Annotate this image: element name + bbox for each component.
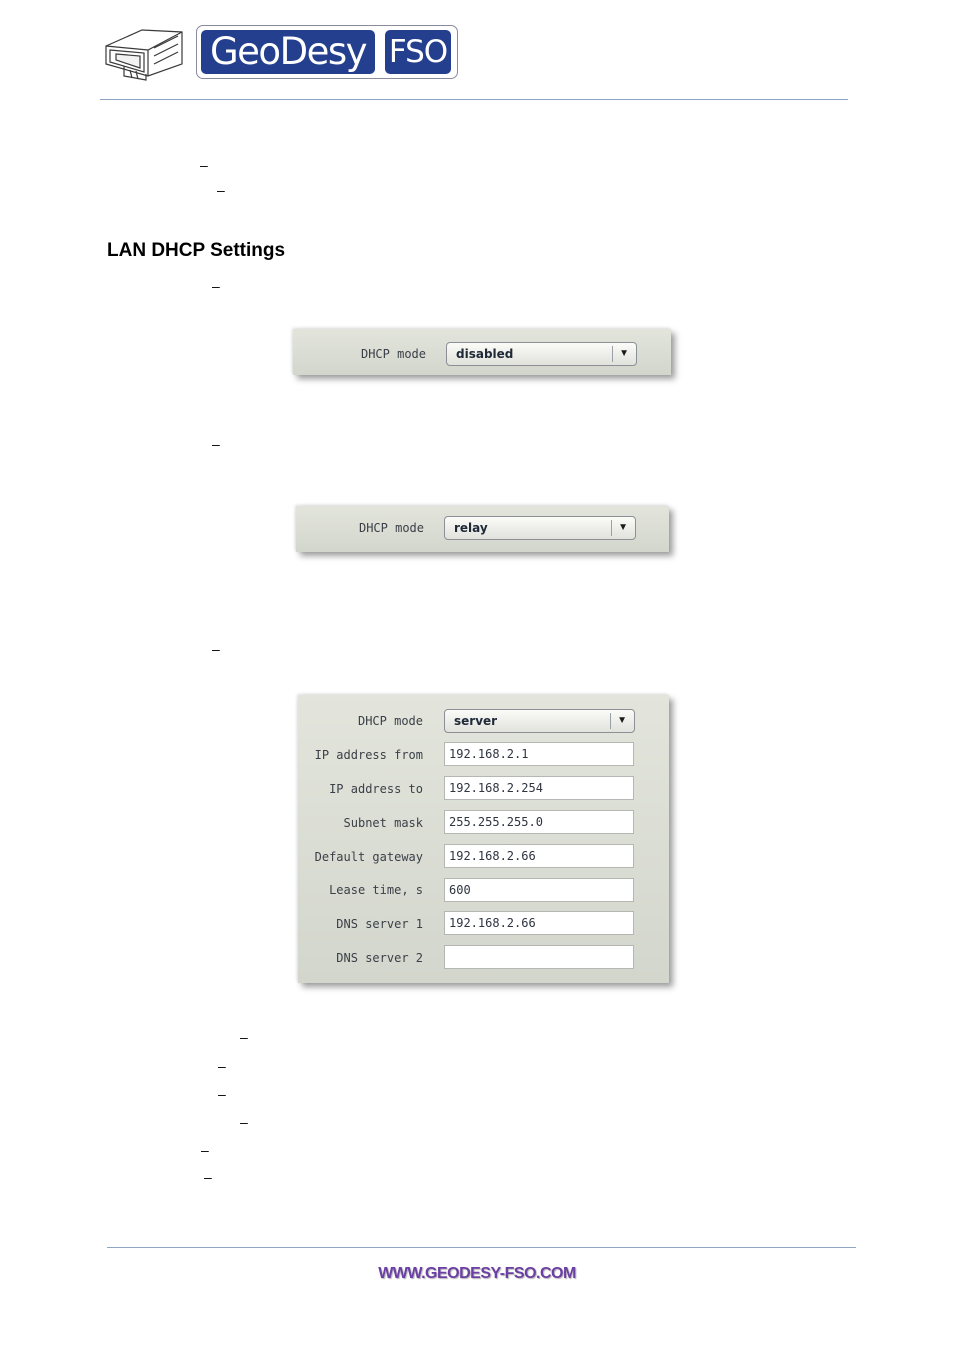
select-separator — [610, 713, 611, 729]
dropdown-arrow-icon: ▼ — [618, 522, 628, 533]
header-divider — [100, 99, 848, 100]
select-separator — [611, 520, 612, 536]
list-dash: – — [240, 1114, 248, 1130]
dhcp-mode-value: server — [454, 714, 498, 728]
camera-logo-icon — [102, 24, 186, 82]
footer-divider — [107, 1247, 856, 1248]
dhcp-mode-label: DHCP mode — [358, 521, 424, 535]
ip-to-input[interactable]: 192.168.2.254 — [444, 776, 634, 800]
select-separator — [612, 346, 613, 362]
logo-wordmark-fso: FSO — [385, 30, 451, 74]
logo-wordmark-geodesy: GeoDesy — [201, 30, 375, 74]
list-dash: – — [212, 641, 220, 657]
lease-time-label: Lease time, s — [329, 883, 423, 897]
footer-url-link[interactable]: WWW.GEODESY-FSO.COM — [378, 1265, 576, 1282]
dropdown-arrow-icon: ▼ — [617, 715, 627, 726]
dhcp-mode-select[interactable] — [446, 342, 637, 366]
list-dash: – — [218, 1086, 226, 1102]
default-gateway-label: Default gateway — [314, 850, 423, 864]
dhcp-mode-select[interactable] — [444, 709, 635, 733]
dhcp-relay-panel — [296, 506, 669, 552]
dns-server-1-input[interactable]: 192.168.2.66 — [444, 911, 634, 935]
list-dash: – — [201, 1142, 209, 1158]
dhcp-mode-value: relay — [454, 521, 488, 535]
default-gateway-input[interactable]: 192.168.2.66 — [444, 844, 634, 868]
dropdown-arrow-icon: ▼ — [619, 348, 629, 359]
list-dash: – — [200, 157, 208, 173]
subnet-mask-input[interactable]: 255.255.255.0 — [444, 810, 634, 834]
dhcp-server-panel — [298, 695, 669, 983]
subnet-mask-label: Subnet mask — [343, 816, 423, 830]
brand-logo — [196, 25, 458, 79]
dhcp-disabled-panel — [293, 329, 671, 375]
dns-server-2-label: DNS server 2 — [336, 951, 423, 965]
dhcp-mode-label: DHCP mode — [360, 347, 426, 361]
ip-from-input[interactable]: 192.168.2.1 — [444, 742, 634, 766]
list-dash: – — [217, 182, 225, 198]
dhcp-mode-value: disabled — [456, 347, 514, 361]
list-dash: – — [240, 1029, 248, 1045]
list-dash: – — [212, 278, 220, 294]
dns-server-2-input[interactable] — [444, 945, 634, 969]
section-title: LAN DHCP Settings — [107, 240, 286, 261]
list-dash: – — [212, 436, 220, 452]
dhcp-mode-select[interactable] — [444, 516, 636, 540]
list-dash: – — [204, 1169, 212, 1185]
ip-to-label: IP address to — [329, 782, 423, 796]
lease-time-input[interactable]: 600 — [444, 878, 634, 902]
dns-server-1-label: DNS server 1 — [336, 917, 423, 931]
dhcp-mode-label: DHCP mode — [357, 714, 423, 728]
ip-from-label: IP address from — [314, 748, 423, 762]
list-dash: – — [218, 1058, 226, 1074]
